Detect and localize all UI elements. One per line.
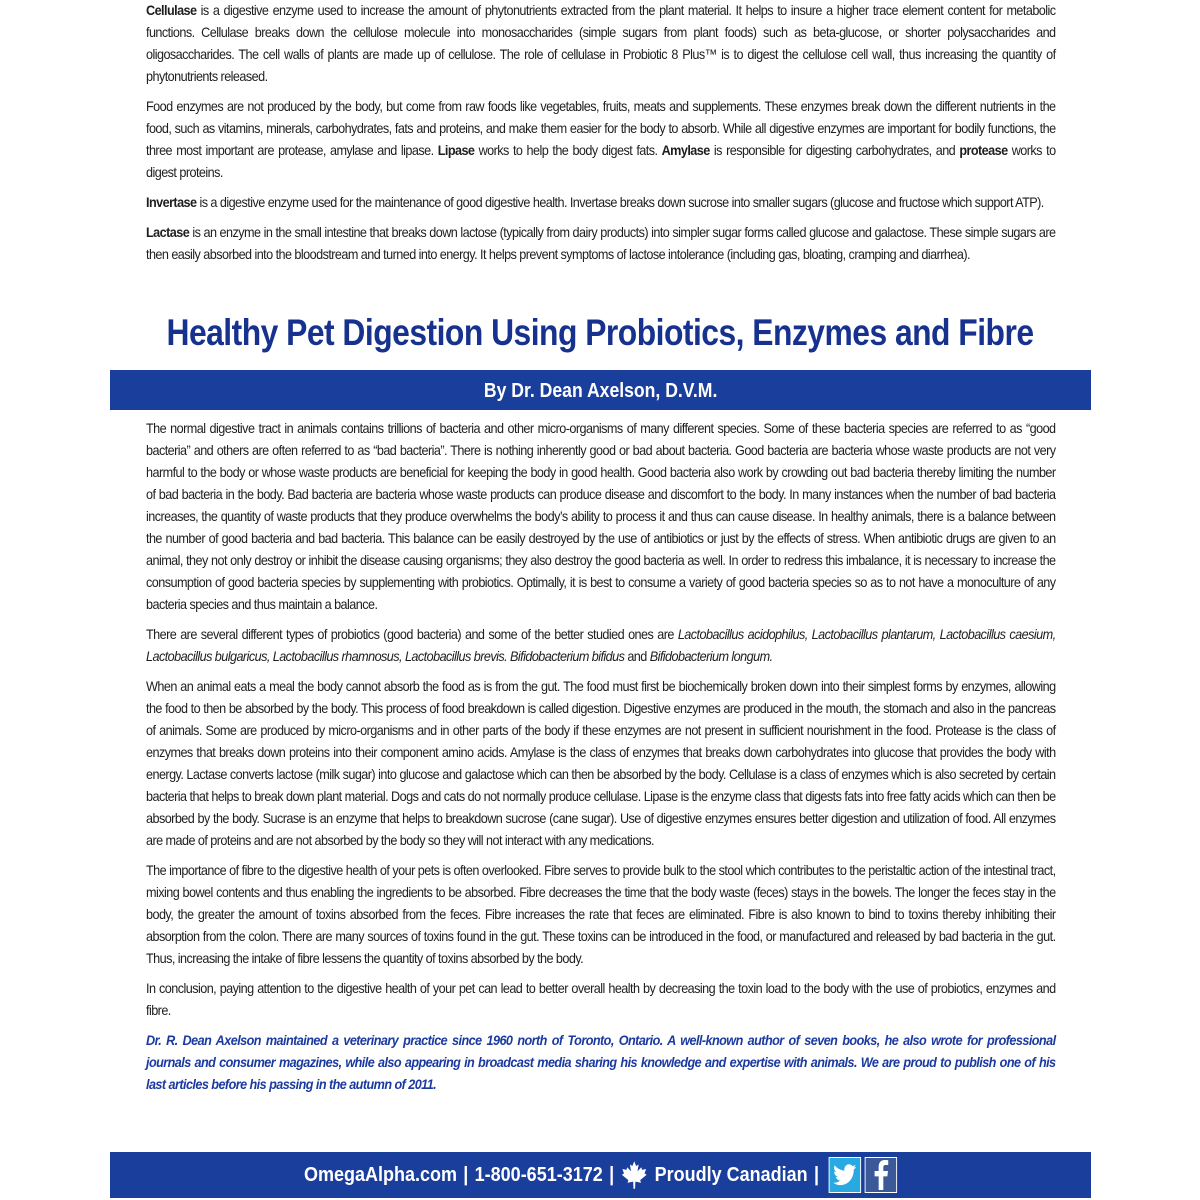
food-enzymes-text-a: Food enzymes are not produced by the body, but come from raw foods like vegetables, fruits, meats and supplements. These enzymes break down the different nutrients in the food, such as vitamins, minerals, carbohydrates, fats and proteins, and make them easier for the body to absorb. While all digestive enzymes are important for bodily functions, the three most important are protease, amylase and lipase. — [146, 99, 1056, 158]
top-section — [146, 0, 1056, 274]
term-lipase: Lipase — [437, 143, 475, 158]
term-amylase: Amylase — [661, 143, 710, 158]
separator: | — [813, 1163, 819, 1186]
maple-leaf-icon — [620, 1160, 647, 1190]
lactase-text: is an enzyme in the small intestine that breaks down lactose (typically from dairy products) into simpler sugar forms called glucose and galactose. These simple sugars are then easily absorbed into the bloodstream and turned into energy. It helps prevent symptoms of lactose intolerance (including gas, bloating, cramping and diarrhea). — [146, 225, 1056, 262]
separator: | — [608, 1163, 614, 1186]
term-protease: protease — [959, 143, 1008, 158]
twitter-button[interactable] — [829, 1157, 861, 1193]
article-title: Healthy Pet Digestion Using Probiotics, Enzymes and Fibre — [166, 312, 1034, 353]
invertase-text: is a digestive enzyme used for the maintenance of good digestive health. Invertase breaks down sucrose into smaller sugars (glucose and fructose which support ATP). — [196, 195, 1044, 210]
twitter-icon — [833, 1164, 856, 1186]
website-link[interactable]: OmegaAlpha.com — [303, 1163, 457, 1186]
invertase-paragraph — [146, 192, 1056, 214]
species-longum: Bifidobacterium longum. — [649, 649, 773, 664]
term-cellulase: Cellulase — [146, 3, 197, 18]
cellulase-paragraph — [146, 0, 1056, 88]
digestion-paragraph: When an animal eats a meal the body cannot absorb the food as is from the gut. The food must first be biochemically broken down into their simplest forms by enzymes, allowing the food to then be absorbed by the body. This process of food breakdown is called digestion. Digestive enzymes are produced in the mouth, the stomach and also in the pancreas of animals. Some are produced by micro-organisms and in other parts of the body if these enzymes are not present in sufficient nourishment in the food. Protease is the class of enzymes that breaks down proteins into their component amino acids. Amylase is the class of enzymes that breaks down carbohydrates into glucose that provides the body with energy. Lactase converts lactose (milk sugar) into glucose and galactose which can then be absorbed by the body. Cellulase is a class of enzymes which is also secreted by certain bacteria that helps to break down plant material. Dogs and cats do not normally produce cellulase. Lipase is the enzyme class that digests fats into free fatty acids which can then be absorbed by the body. Sucrase is an enzyme that helps to breakdown sucrose (cane sugar). Use of digestive enzymes ensures better digestion and utilization of food. All enzymes are made of proteins and are not absorbed by the body so they will not interact with any medications. — [146, 679, 1056, 848]
cellulase-text: is a digestive enzyme used to increase the amount of phytonutrients extracted from the plant material. It helps to insure a higher trace element content for metabolic functions. Cellulase breaks down the cellulose molecule into monosaccharides (simple sugars from plant foods) such as beta-glucose, or shorter polysaccharides and oligosaccharides. The cell walls of plants are made up of cellulose. The role of cellulase in Probiotic 8 Plus™ is to digest the cellulose cell wall, thus increasing the quantity of phytonutrients released. — [146, 3, 1056, 84]
byline-bar — [110, 370, 1091, 410]
probiotic-types-paragraph — [146, 624, 1056, 668]
probiotic-types-text: There are several different types of probiotics (good bacteria) and some of the better studied ones are — [146, 627, 678, 642]
food-enzymes-paragraph — [146, 96, 1056, 184]
probiotic-types-and: and — [624, 649, 650, 664]
tagline: Proudly Canadian — [654, 1163, 808, 1186]
species-list: Lactobacillus acidophilus, Lactobacillus plantarum, Lactobacillus caesium, Lactobacillus bulgaricus, Lactobacillus rhamnosus, Lactobacillus brevis. Bifidobacterium bifidus — [146, 627, 1056, 664]
term-invertase: Invertase — [146, 195, 197, 210]
term-lactase: Lactase — [146, 225, 190, 240]
food-enzymes-text-b: works to help the body digest fats. — [474, 143, 662, 158]
food-enzymes-text-c: is responsible for digesting carbohydrates, and — [709, 143, 960, 158]
conclusion-paragraph: In conclusion, paying attention to the digestive health of your pet can lead to better overall health by decreasing the toxin load to the body with the use of probiotics, enzymes and fibre. — [146, 981, 1056, 1018]
food-enzymes-text-d: works to digest proteins. — [146, 143, 1056, 180]
phone-number[interactable]: 1-800-651-3172 — [474, 1163, 603, 1186]
facebook-icon — [873, 1160, 889, 1190]
footer-content — [304, 1157, 897, 1193]
lactase-paragraph — [146, 222, 1056, 266]
bacteria-paragraph: The normal digestive tract in animals contains trillions of bacteria and other micro-organisms of many different species. Some of these bacteria species are referred to as “good bacteria” and others are often referred to as “bad bacteria”. There is nothing inherently good or bad about bacteria. Good bacteria are bacteria whose waste products are not very harmful to the body or whose waste products are beneficial for keeping the body in good health. Good bacteria also work by crowding out bad bacteria thereby limiting the number of bad bacteria in the body. Bad bacteria are bacteria whose waste products can produce disease and discomfort to the body. In many instances when the number of bad bacteria increases, the quantity of waste products that they produce overwhelms the body’s ability to process it and thus can cause disease. In healthy animals, there is a balance between the number of good bacteria and bad bacteria. This balance can be easily destroyed by the use of antibiotics or just by the effects of stress. When antibiotic drugs are given to an animal, they not only destroy or inhibit the disease causing organisms; they also destroy the good bacteria as well. In order to redress this imbalance, it is necessary to increase the consumption of good bacteria species by supplementing with probiotics. Optimally, it is best to consume a variety of good bacteria species so as to not have a monoculture of any bacteria species and thus maintain a balance. — [146, 421, 1056, 612]
author-bio: Dr. R. Dean Axelson maintained a veterinary practice since 1960 north of Toronto, Ontario. A well-known author of seven books, he also wrote for professional journals and consumer magazines, while also appearing in broadcast media sharing his knowledge and expertise with animals. We are proud to publish one of his last articles before his passing in the autumn of 2011. — [146, 1033, 1056, 1092]
footer-bar — [110, 1152, 1091, 1198]
fibre-paragraph: The importance of fibre to the digestive health of your pets is often overlooked. Fibre serves to provide bulk to the stool which contributes to the peristaltic action of the intestinal tract, mixing bowel contents and thus enabling the ingredients to be absorbed. Fibre decreases the time that the body waste (feces) stays in the bowels. The longer the feces stay in the body, the greater the amount of toxins absorbed from the feces. Fibre increases the rate that feces are eliminated. Fibre is also known to bind to toxins thereby inhibiting their absorption from the colon. There are many sources of toxins found in the gut. These toxins can be introduced in the food, or manufactured and released by bad bacteria in the gut. Thus, increasing the intake of fibre lessens the quantity of toxins absorbed by the body. — [146, 863, 1056, 966]
separator: | — [463, 1163, 469, 1186]
byline: By Dr. Dean Axelson, D.V.M. — [483, 380, 718, 402]
facebook-button[interactable] — [865, 1157, 897, 1193]
article-body — [146, 418, 1056, 1104]
